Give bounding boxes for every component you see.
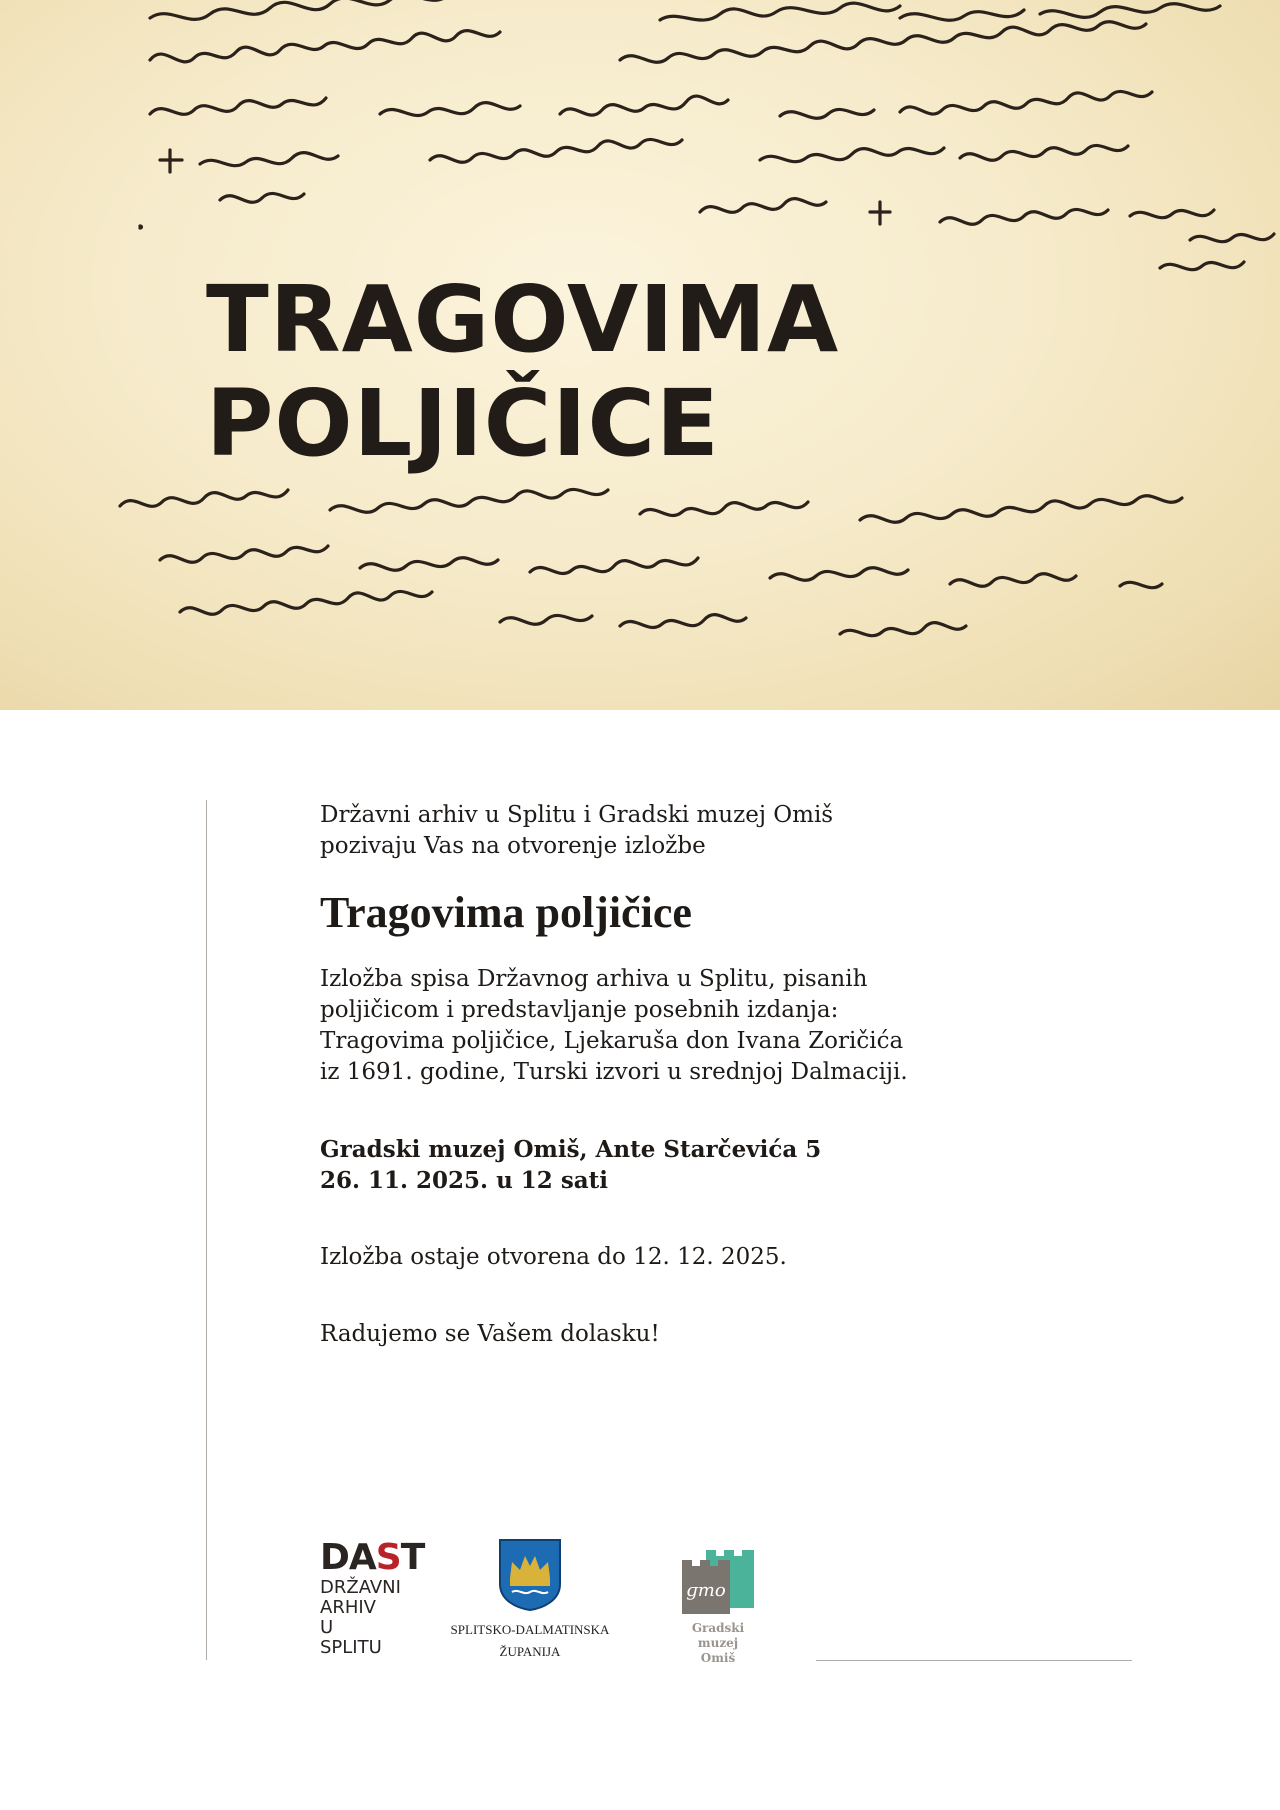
description-line: poljičicom i predstavljanje posebnih izdanja:: [320, 997, 839, 1023]
dast-line: DRŽAVNI: [320, 1577, 401, 1598]
county-logo: [440, 1538, 620, 1660]
open-until-note: Izložba ostaje otvorena do 12. 12. 2025.: [320, 1244, 787, 1270]
horizontal-rule: [816, 1660, 1132, 1661]
county-label-1: SPLITSKO-DALMATINSKA: [450, 1622, 610, 1637]
venue: Gradski muzej Omiš, Ante Starčevića 5: [320, 1136, 822, 1163]
headline: [206, 268, 839, 476]
vertical-rule: [206, 800, 207, 1660]
dast-line: ARHIV: [320, 1597, 376, 1618]
museum-label: muzej: [697, 1636, 739, 1650]
partner-logos: [320, 1538, 780, 1668]
svg-text:ɡmo: ɡmo: [686, 1580, 726, 1601]
museum-label: Omiš: [700, 1651, 736, 1665]
invitation-text: [320, 800, 1040, 1350]
organizers-line: Državni arhiv u Splitu i Gradski muzej Omiš: [320, 802, 834, 828]
event-datetime: 26. 11. 2025. u 12 sati: [320, 1167, 609, 1194]
headline-line-1: TRAGOVIMA: [206, 266, 840, 373]
museum-tower-icon: [678, 1546, 758, 1616]
dast-line: U SPLITU: [320, 1617, 382, 1658]
county-label-2: ŽUPANIJA: [499, 1644, 561, 1659]
description-line: iz 1691. godine, Turski izvori u srednjoj Dalmaciji.: [320, 1059, 908, 1085]
description-line: Izložba spisa Državnog arhiva u Splitu, pisanih: [320, 966, 868, 992]
headline-line-2: POLJIČICE: [206, 370, 720, 477]
county-shield-icon: [498, 1538, 562, 1612]
manuscript-banner: [0, 0, 1280, 710]
museum-logo: [678, 1546, 758, 1665]
description-line: Tragovima poljičice, Ljekaruša don Ivana Zoričića: [320, 1028, 904, 1054]
closing-note: Radujemo se Vašem dolasku!: [320, 1321, 660, 1347]
exhibition-title: Tragovima poljičice: [320, 888, 692, 937]
museum-label: Gradski: [691, 1621, 745, 1635]
dast-logo: DAST DRŽAVNI ARHIV U SPLITU: [320, 1537, 425, 1658]
invite-line: pozivaju Vas na otvorenje izložbe: [320, 833, 706, 859]
